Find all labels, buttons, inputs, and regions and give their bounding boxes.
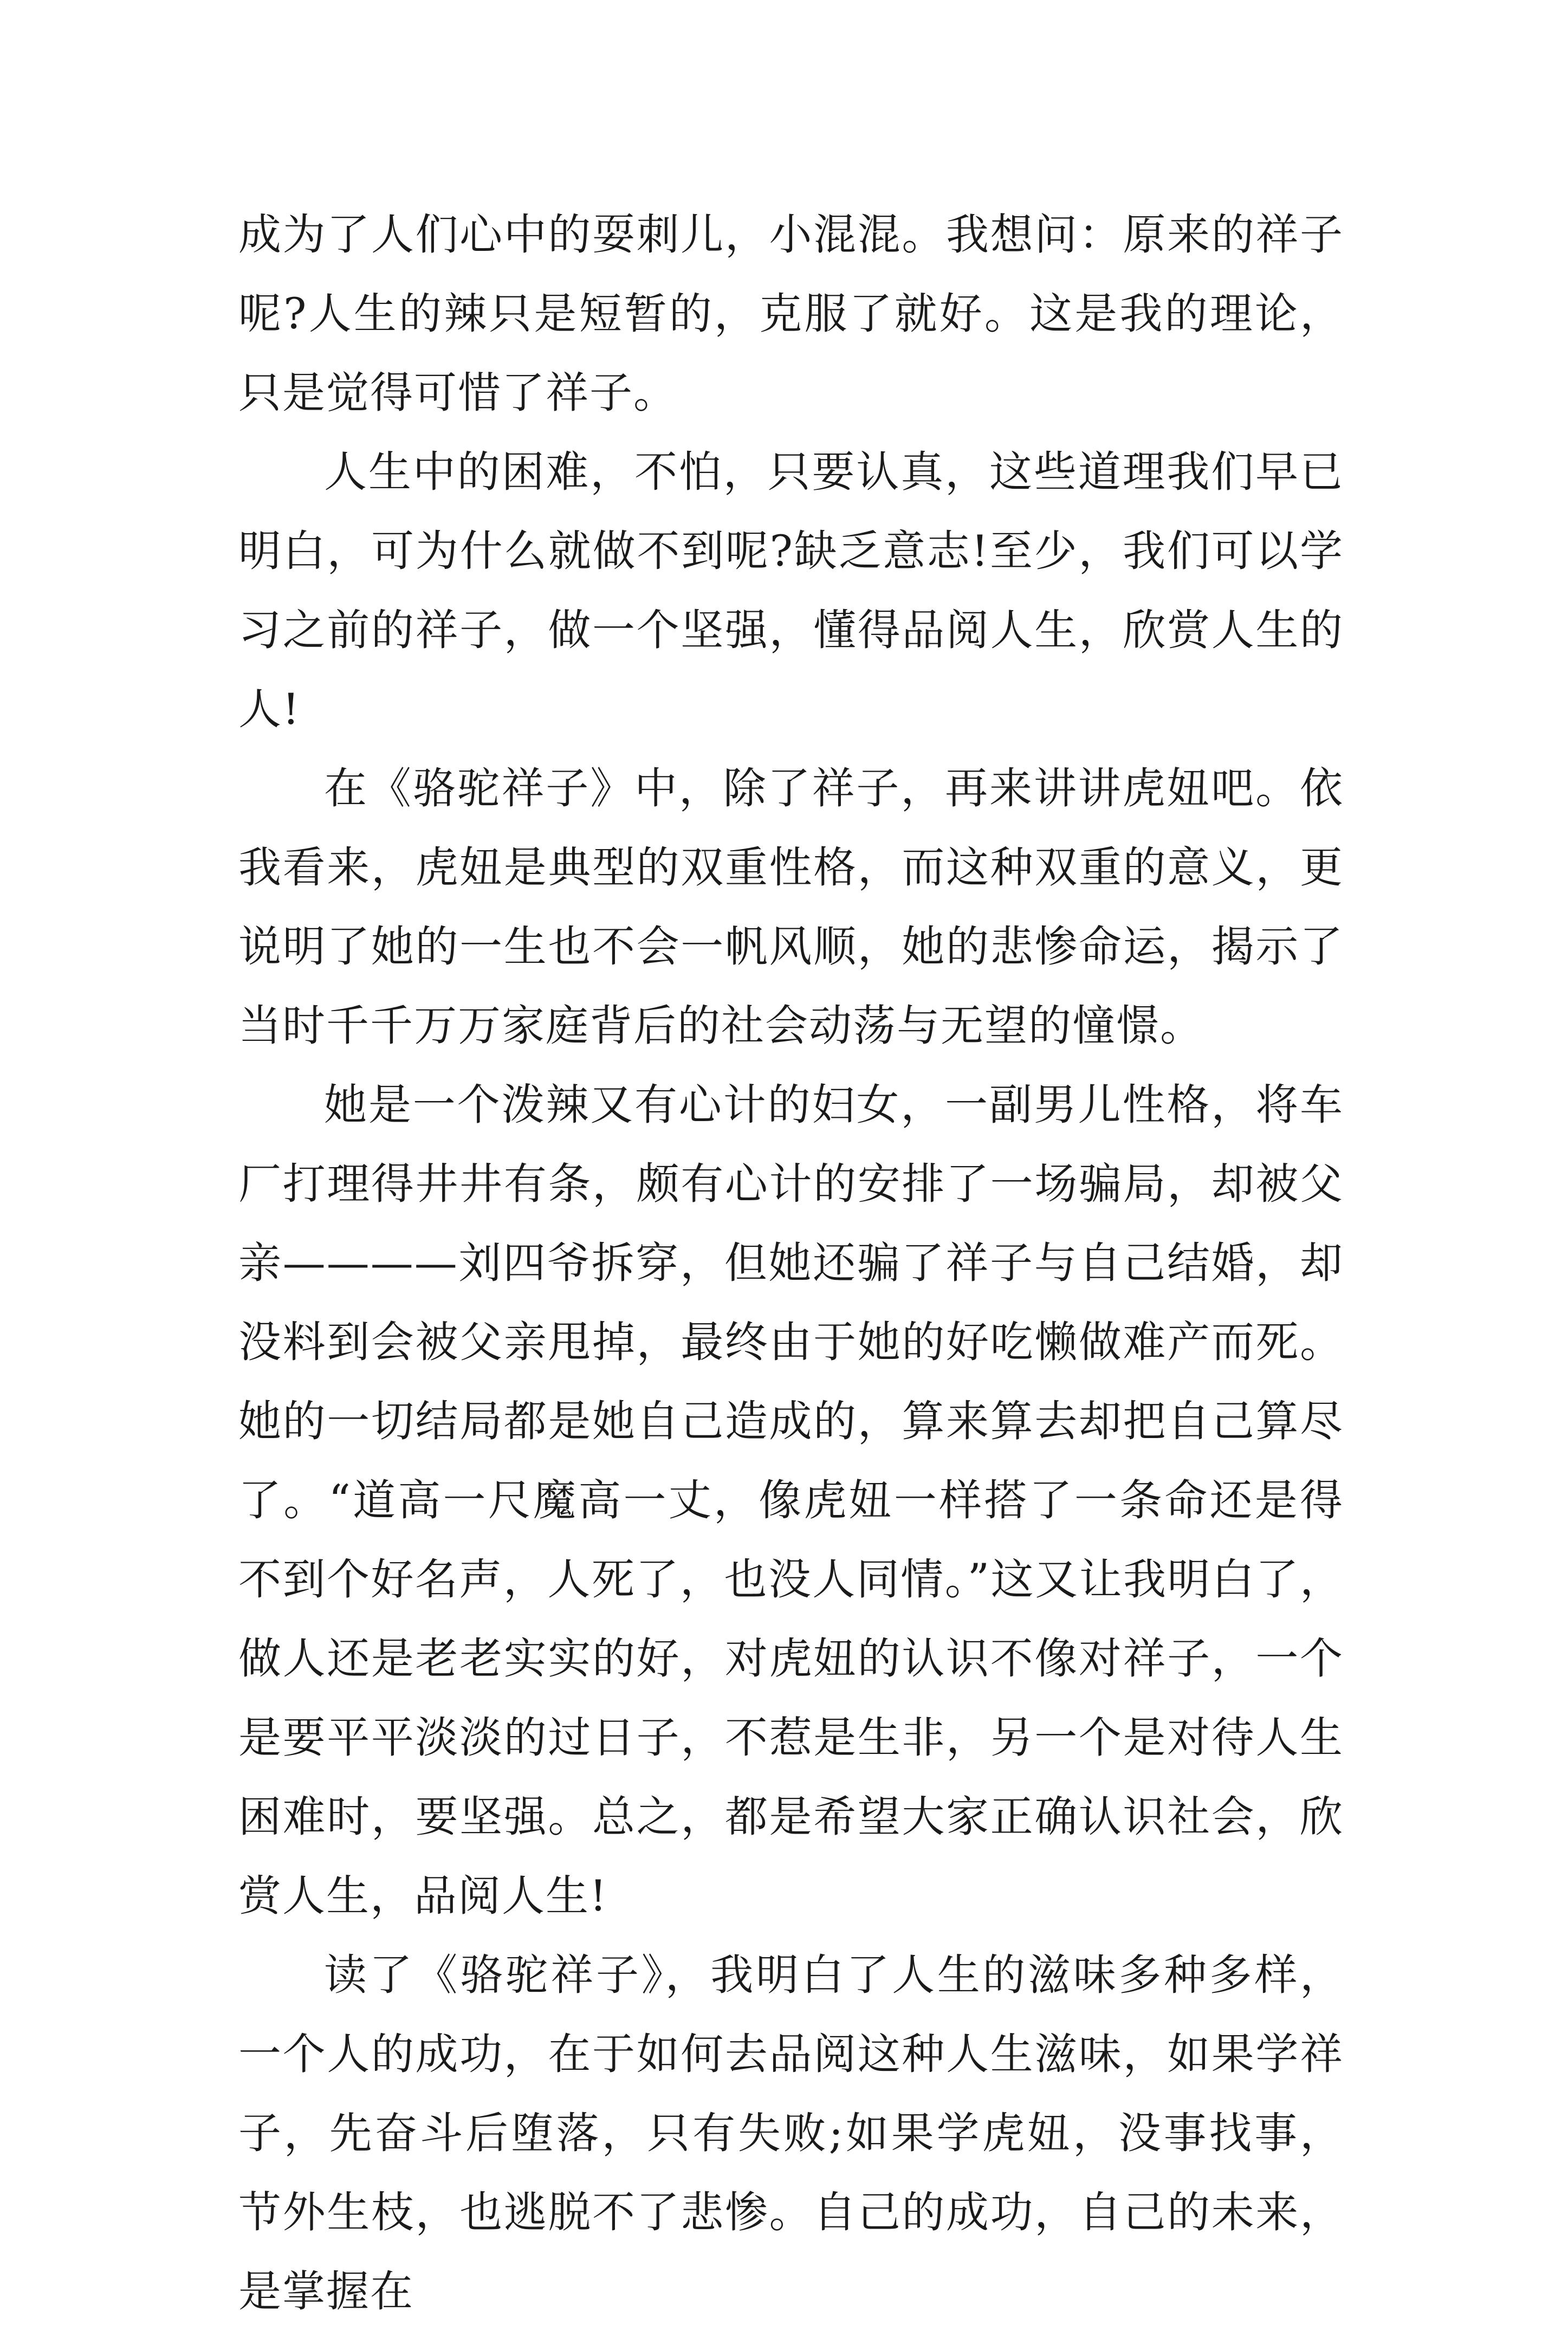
paragraph-4: 她是一个泼辣又有心计的妇女，一副男儿性格，将车厂打理得井井有条，颇有心计的安排了一场骗局，却被父亲————刘四爷拆穿，但她还骗了祥子与自己结婚，却没料到会被父亲甩掉，最终由于她的好吃懒做难产而死。她的一切结局都是她自己造成的，算来算去却把自己算尽了。“道高一尺魔高一丈，像虎妞一样搭了一条命还是得不到个好名声，人死了，也没人同情。”这又让我明白了，做人还是老老实实的好，对虎妞的认识不像对祥子，一个是要平平淡淡的过日子，不惹是生非，另一个是对待人生困难时，要坚强。总之，都是希望大家正确认识社会，欣赏人生，品阅人生!	[238, 1080, 1344, 1921]
paragraph-5: 读了《骆驼祥子》，我明白了人生的滋味多种多样，一个人的成功，在于如何去品阅这种人生滋味，如果学祥子，先奋斗后堕落，只有失败;如果学虎妞，没事找事，节外生枝，也逃脱不了悲惨。自己的成功，自己的未来，是掌握在	[238, 1950, 1344, 2316]
paragraph-1: 成为了人们心中的耍刺儿，小混混。我想问：原来的祥子呢?人生的辣只是短暂的，克服了就好。这是我的理论，只是觉得可惜了祥子。	[238, 210, 1344, 418]
paragraph-3: 在《骆驼祥子》中，除了祥子，再来讲讲虎妞吧。依我看来，虎妞是典型的双重性格，而这种双重的意义，更说明了她的一生也不会一帆风顺，她的悲惨命运，揭示了当时千千万万家庭背后的社会动荡与无望的憧憬。	[238, 763, 1344, 1051]
document-body	[238, 195, 1344, 2331]
paragraph-2: 人生中的困难，不怕，只要认真，这些道理我们早已明白，可为什么就做不到呢?缺乏意志!至少，我们可以学习之前的祥子，做一个坚强，懂得品阅人生，欣赏人生的人!	[238, 447, 1344, 734]
